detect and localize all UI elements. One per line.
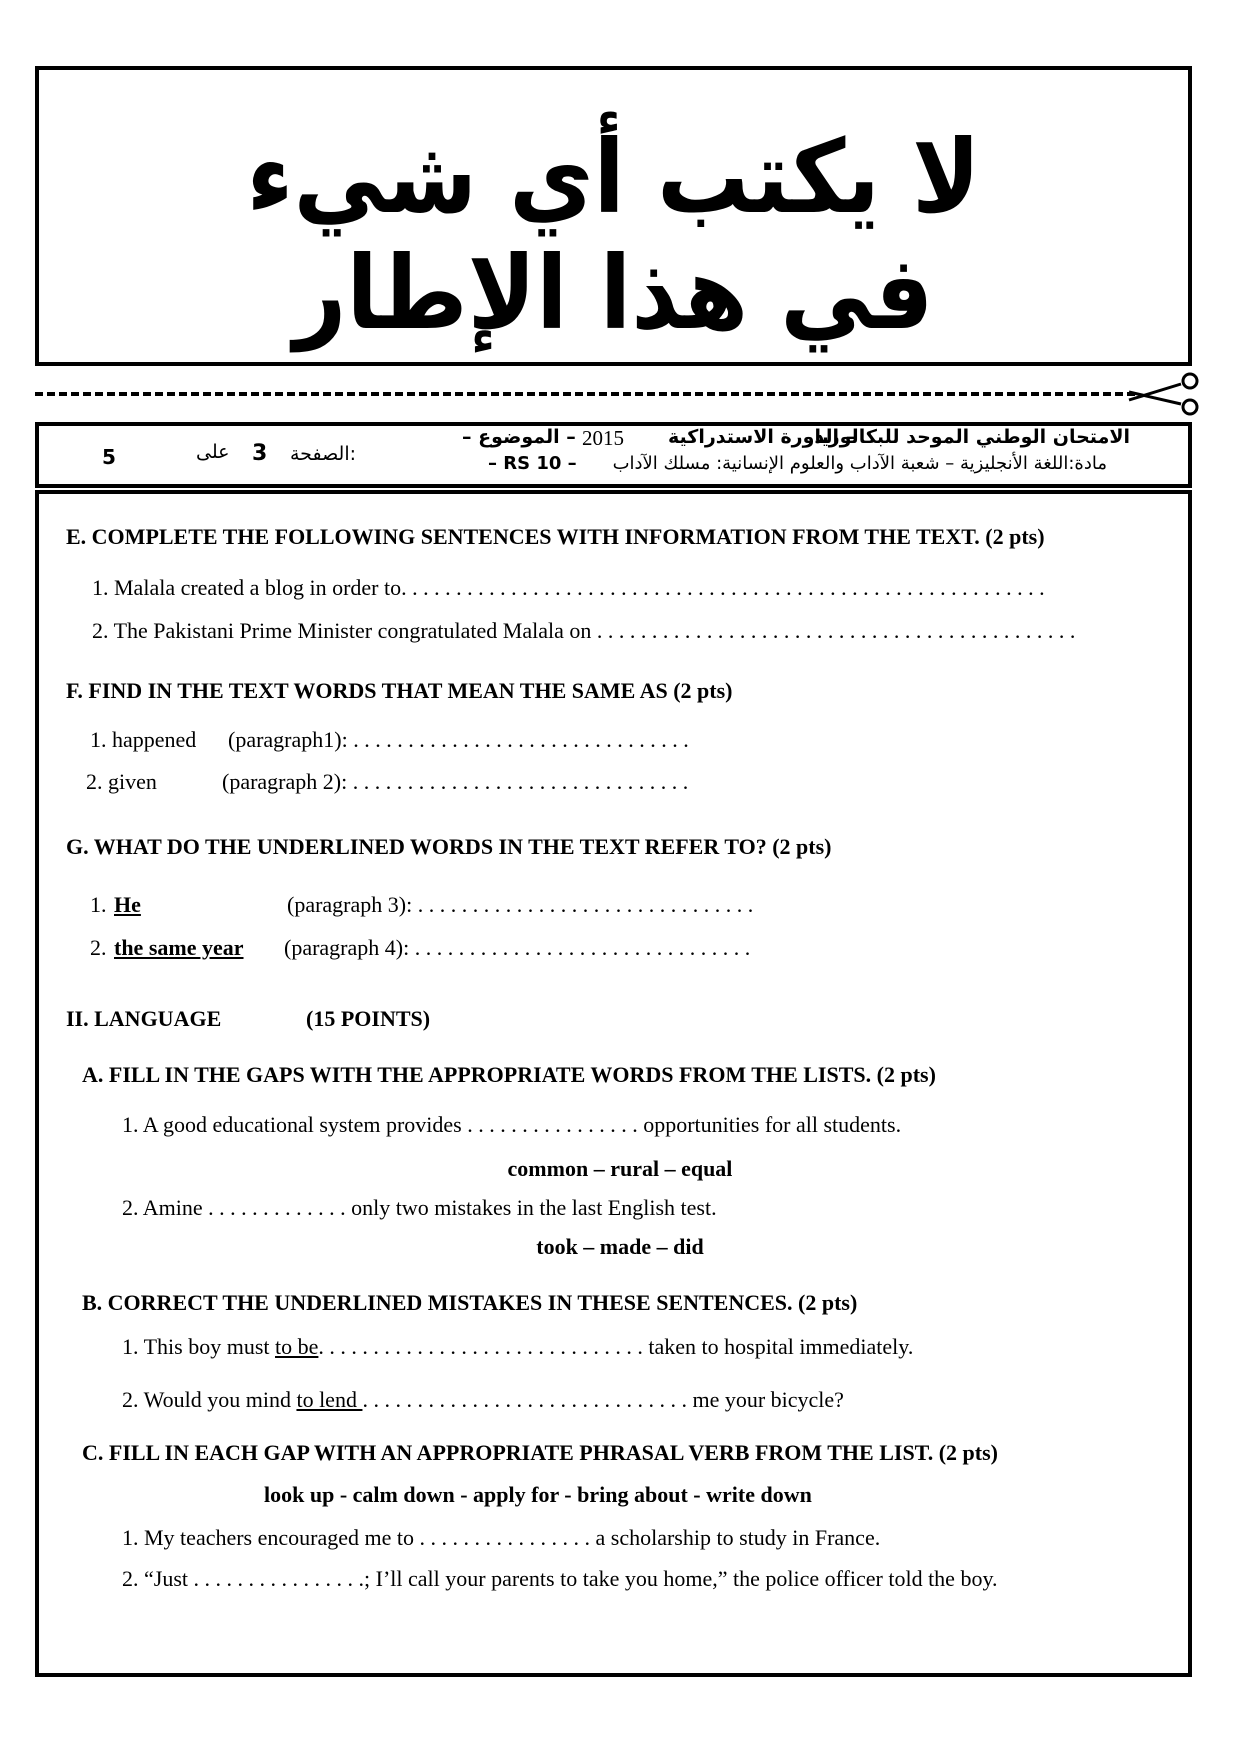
scissors-icon: [1125, 370, 1205, 420]
section-b-item-2: [122, 1389, 844, 1411]
section-e-item-2: 2. The Pakistani Prime Minister congratulated Malala on . . . . . . . . . . . . . . . . . . . . . . . . . . . . . . . . . . . . . . . . . . . .: [92, 618, 1076, 643]
section-g-item-1-word: He: [114, 892, 141, 917]
exam-title: الامتحان الوطني الموحد للبكالوريا: [814, 426, 1130, 448]
section-a-item-1: 1. A good educational system provides . . . . . . . . . . . . . . . . opportunities for all students.: [122, 1112, 902, 1137]
section-g-item-1-blank: (paragraph 3): . . . . . . . . . . . . . . . . . . . . . . . . . . . . . . .: [287, 892, 754, 917]
section-b-title: B. CORRECT THE UNDERLINED MISTAKES IN THESE SENTENCES. (2 pts): [82, 1290, 858, 1315]
section-g-item-2-blank: (paragraph 4): . . . . . . . . . . . . . . . . . . . . . . . . . . . . . . .: [284, 935, 751, 960]
section-g-item-2-word: the same year: [114, 935, 244, 960]
page-total: 5: [102, 445, 116, 469]
section-b-item-2-start: 2. Would you mind: [122, 1387, 297, 1412]
page-label: الصفحة:: [290, 443, 357, 465]
section-a-title: A. FILL IN THE GAPS WITH THE APPROPRIATE WORDS FROM THE LISTS. (2 pts): [82, 1062, 936, 1087]
section-b-item-1-start: 1. This boy must: [122, 1334, 276, 1359]
section-e-item-1: 1. Malala created a blog in order to. . . . . . . . . . . . . . . . . . . . . . . . . . . . . . . . . . . . . . . . . . . . . . . . . . . . . . . . . . .: [92, 575, 1045, 600]
language-title: II. LANGUAGE: [66, 1006, 222, 1031]
exam-topic: – الموضوع –: [462, 426, 576, 448]
section-b-item-1: [122, 1336, 913, 1358]
section-c-item-2: 2. “Just . . . . . . . . . . . . . . . .; I’ll call your parents to take you home,” the police officer told the boy.: [122, 1566, 998, 1591]
section-a-word-list-2: took – made – did: [536, 1234, 704, 1259]
do-not-write-line2: في هذا الإطار: [293, 234, 934, 353]
section-f-item-2-word: 2. given: [86, 769, 157, 794]
section-c-title: C. FILL IN EACH GAP WITH AN APPROPRIATE PHRASAL VERB FROM THE LIST. (2 pts): [82, 1440, 998, 1465]
section-b-item-1-rest: . . . . . . . . . . . . . . . . . . . . . . . . . . . . . . taken to hospital immediately.: [318, 1334, 914, 1359]
section-g-item-1-num: 1.: [90, 892, 107, 917]
section-b-item-2-rest: . . . . . . . . . . . . . . . . . . . . . . . . . . . . . . me your bicycle?: [362, 1387, 844, 1412]
section-f-item-2-blank: (paragraph 2): . . . . . . . . . . . . . . . . . . . . . . . . . . . . . . .: [222, 769, 689, 794]
do-not-write-box: [35, 66, 1192, 366]
section-f-item-1-blank: (paragraph1): . . . . . . . . . . . . . . . . . . . . . . . . . . . . . . .: [228, 727, 689, 752]
exam-subject: مادة:اللغة الأنجليزية – شعبة الآداب والعلوم الإنسانية: مسلك الآداب: [612, 453, 1107, 474]
section-c-item-1: 1. My teachers encouraged me to . . . . . . . . . . . . . . . . a scholarship to study in France.: [122, 1525, 881, 1550]
language-points: (15 POINTS): [306, 1006, 431, 1031]
section-a-word-list-1: common – rural – equal: [507, 1156, 733, 1181]
section-b-item-2-mistake: to lend: [296, 1387, 363, 1412]
section-g-title: G. WHAT DO THE UNDERLINED WORDS IN THE TEXT REFER TO? (2 pts): [66, 834, 832, 859]
exam-year: 2015: [582, 426, 624, 450]
section-f-item-1-word: 1. happened: [90, 727, 197, 752]
section-c-verb-list: look up - calm down - apply for - bring about - write down: [264, 1482, 812, 1507]
section-a-item-2: 2. Amine . . . . . . . . . . . . . only two mistakes in the last English test.: [122, 1195, 717, 1220]
of-label: على: [196, 441, 230, 463]
section-g-item-2-num: 2.: [90, 935, 107, 960]
section-e-title: E. COMPLETE THE FOLLOWING SENTENCES WITH INFORMATION FROM THE TEXT. (2 pts): [66, 524, 1045, 549]
section-f-title: F. FIND IN THE TEXT WORDS THAT MEAN THE SAME AS (2 pts): [66, 678, 733, 703]
page-number: 3: [252, 441, 268, 466]
do-not-write-line1: لا يكتب أي شيء: [246, 118, 981, 237]
exam-session: – الدورة الاستدراكية: [668, 426, 856, 448]
exam-code: – RS 10 –: [488, 453, 577, 474]
section-b-item-1-mistake: to be: [275, 1334, 319, 1359]
cut-line: [35, 392, 1135, 396]
